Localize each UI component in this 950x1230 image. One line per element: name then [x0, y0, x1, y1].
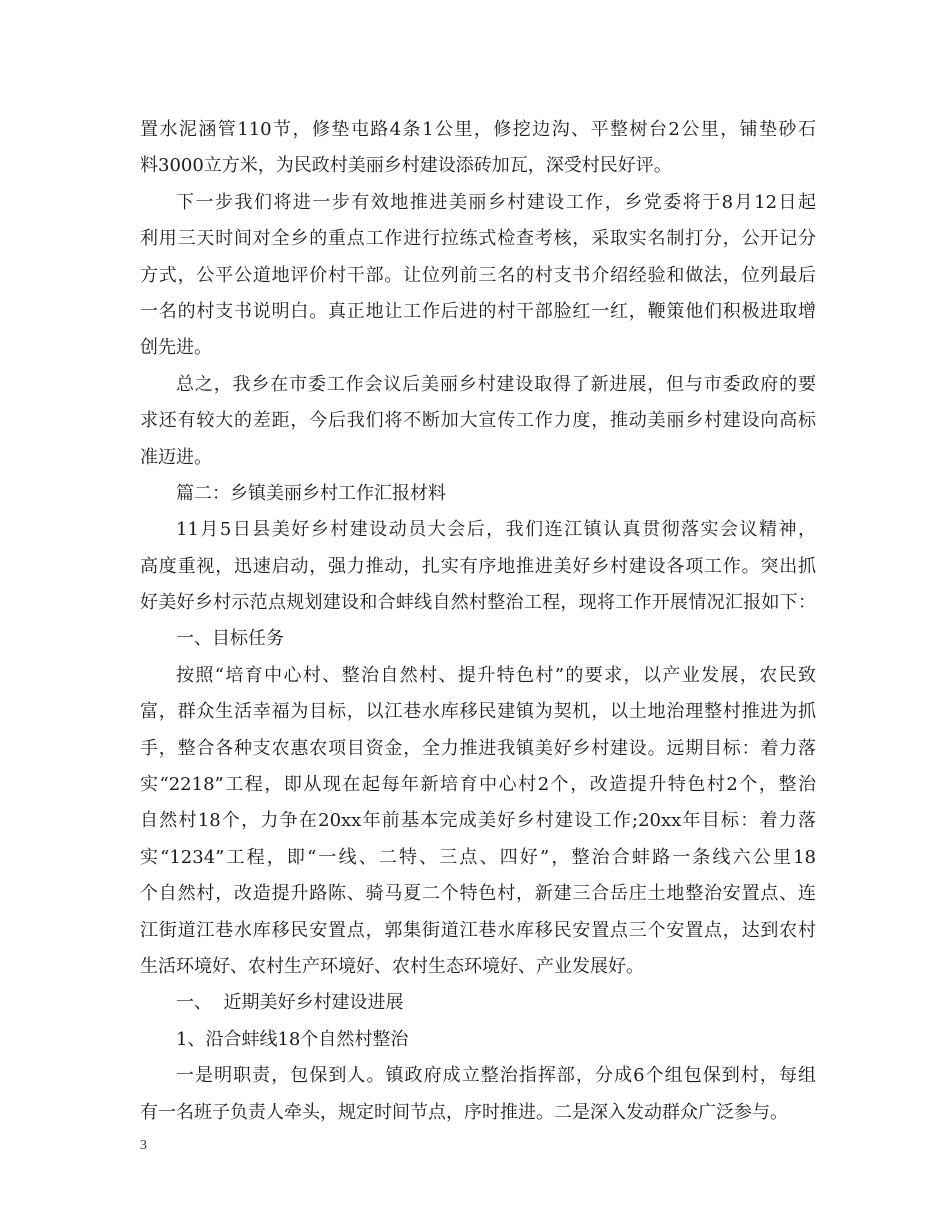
section-heading: 一、目标任务: [176, 628, 284, 650]
body-text-line: 富，群众生活幸福为目标，以江巷水库移民建镇为契机，以土地治理整村推进为抓: [140, 701, 816, 723]
body-text-line: 一名的村支书说明白。真正地让工作后进的村干部脸红一红，鞭策他们积极进取增: [140, 300, 816, 322]
section-heading: 篇二：乡镇美丽乡村工作汇报材料: [176, 482, 446, 504]
body-text-line: 置水泥涵管110节，修垫屯路4条1公里，修挖边沟、平整树台2公里，铺垫砂石: [140, 119, 816, 140]
body-text-line: 创先进。: [140, 337, 212, 359]
body-text-line: 按照“培育中心村、整治自然村、提升特色村”的要求，以产业发展，农民致: [176, 664, 816, 686]
body-text-line: 准迈进。: [140, 446, 212, 468]
section-heading: 一、 近期美好乡村建设进展: [176, 992, 404, 1014]
body-text-line: 求还有较大的差距，今后我们将不断加大宣传工作力度，推动美丽乡村建设向高标: [140, 410, 816, 432]
body-text-line: 自然村18个，力争在20xx年前基本完成美好乡村建设工作;20xx年目标：着力落: [140, 810, 816, 832]
body-text-line: 实“2218”工程，即从现在起每年新培育中心村2个，改造提升特色村2个，整治: [140, 774, 816, 796]
body-text-line: 生活环境好、农村生产环境好、农村生态环境好、产业发展好。: [140, 955, 644, 977]
body-text-line: 高度重视，迅速启动，强力推动，扎实有序地推进美好乡村建设各项工作。突出抓: [140, 555, 816, 577]
document-body: [140, 112, 816, 1131]
body-text-line: 个自然村，改造提升路陈、骑马夏二个特色村，新建三合岳庄土地整治安置点、连: [140, 883, 816, 905]
body-text-line: 实“1234”工程，即“一线、二特、三点、四好”，整治合蚌路一条线六公里18: [140, 846, 816, 868]
body-text-line: 江街道江巷水库移民安置点，郭集街道江巷水库移民安置点三个安置点，达到农村: [140, 919, 816, 941]
body-text-line: 料3000立方米，为民政村美丽乡村建设添砖加瓦，深受村民好评。: [140, 155, 672, 177]
body-text-line: 有一名班子负责人牵头，规定时间节点，序时推进。二是深入发动群众广泛参与。: [140, 1101, 788, 1123]
body-text-line: 11月5日县美好乡村建设动员大会后，我们连江镇认真贯彻落实会议精神，: [176, 519, 816, 541]
body-text-line: 方式，公平公道地评价村干部。让位列前三名的村支书介绍经验和做法，位列最后: [140, 264, 816, 286]
body-text-line: 总之，我乡在市委工作会议后美丽乡村建设取得了新进展，但与市委政府的要: [176, 373, 816, 395]
body-text-line: 手，整合各种支农惠农项目资金，全力推进我镇美好乡村建设。远期目标：着力落: [140, 737, 816, 759]
subsection-heading: 1、沿合蚌线18个自然村整治: [176, 1028, 409, 1050]
body-text-line: 一是明职责，包保到人。镇政府成立整治指挥部，分成6个组包保到村，每组: [176, 1065, 816, 1087]
body-text-line: 利用三天时间对全乡的重点工作进行拉练式检查考核，采取实名制打分，公开记分: [140, 228, 816, 250]
body-text-line: 下一步我们将进一步有效地推进美丽乡村建设工作，乡党委将于8月12日起: [176, 191, 816, 213]
page-number: 3: [140, 1138, 147, 1153]
body-text-line: 好美好乡村示范点规划建设和合蚌线自然村整治工程，现将工作开展情况汇报如下：: [140, 592, 816, 614]
